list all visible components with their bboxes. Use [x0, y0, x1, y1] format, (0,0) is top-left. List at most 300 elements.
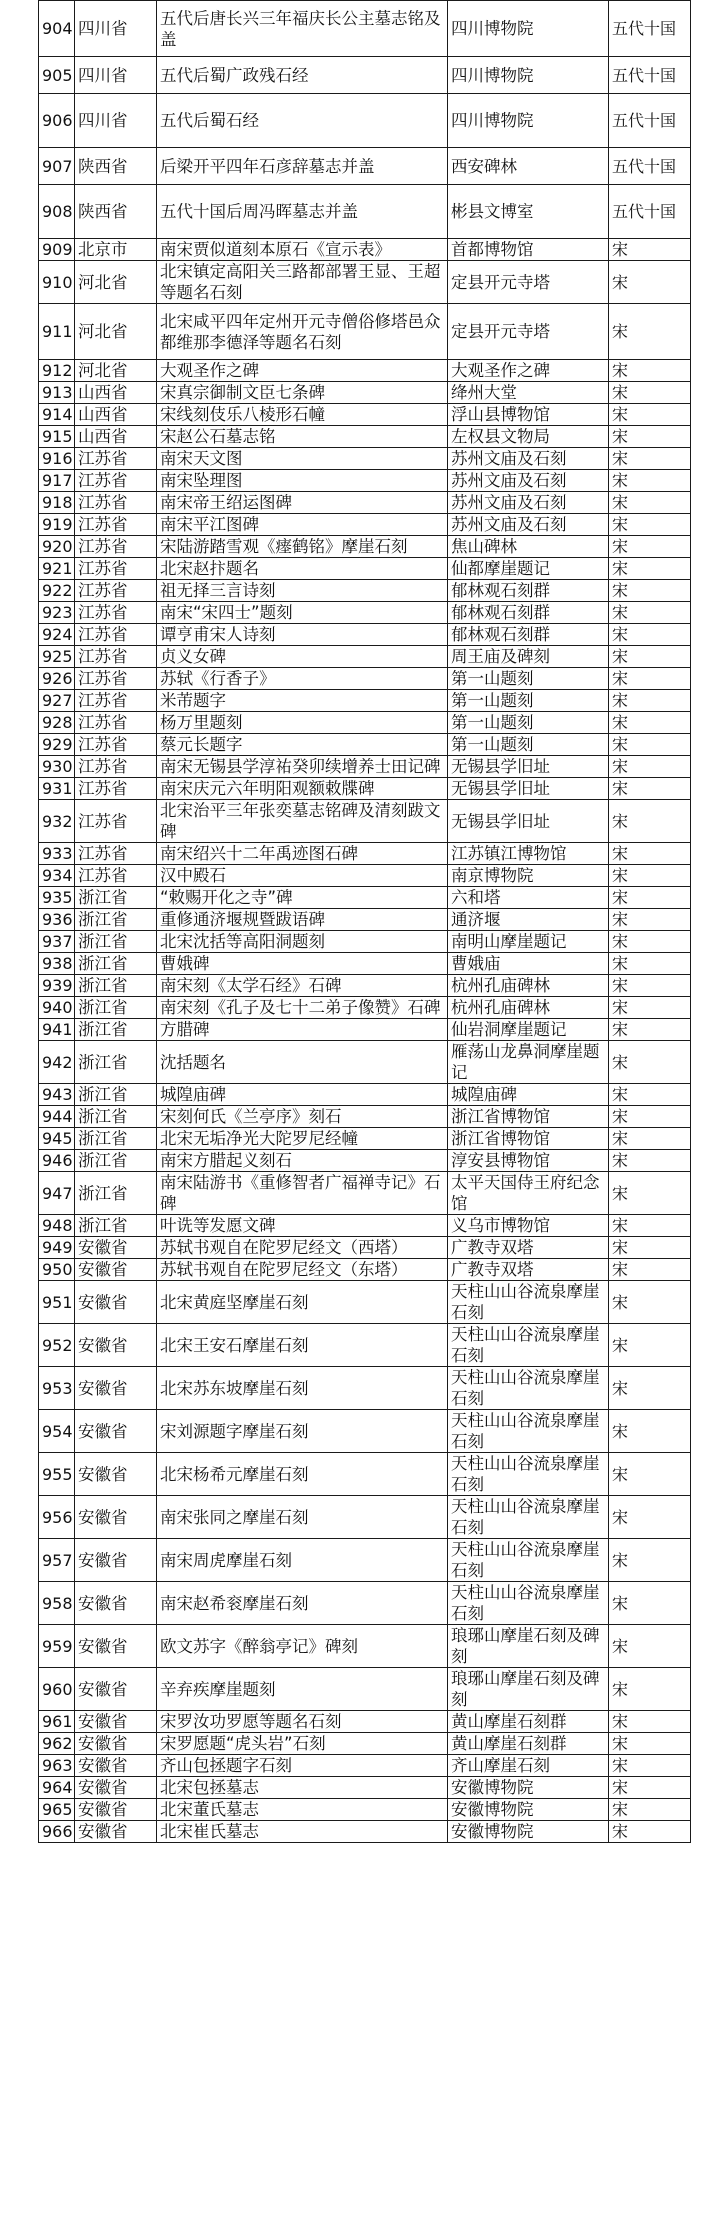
location-cell: 四川博物院	[448, 57, 609, 94]
location-cell: 琅琊山摩崖石刻及碑刻	[448, 1668, 609, 1711]
table-row	[39, 865, 691, 887]
row-number-cell: 961	[39, 1711, 75, 1733]
era-cell: 五代十国	[609, 148, 691, 185]
relic-name-cell: 五代后唐长兴三年福庆长公主墓志铭及盖	[157, 1, 448, 57]
location-cell: 南明山摩崖题记	[448, 931, 609, 953]
row-number-cell: 965	[39, 1799, 75, 1821]
era-cell: 宋	[609, 1084, 691, 1106]
location-cell: 天柱山山谷流泉摩崖石刻	[448, 1496, 609, 1539]
province-cell: 山西省	[75, 404, 157, 426]
relic-name-cell: 沈括题名	[157, 1041, 448, 1084]
province-cell: 安徽省	[75, 1625, 157, 1668]
relics-table	[38, 0, 691, 1843]
row-number-cell: 904	[39, 1, 75, 57]
province-cell: 江苏省	[75, 624, 157, 646]
location-cell: 天柱山山谷流泉摩崖石刻	[448, 1453, 609, 1496]
province-cell: 江苏省	[75, 492, 157, 514]
province-cell: 四川省	[75, 94, 157, 148]
table-row	[39, 646, 691, 668]
relic-name-cell: 南宋天文图	[157, 448, 448, 470]
location-cell: 郁林观石刻群	[448, 624, 609, 646]
province-cell: 浙江省	[75, 1041, 157, 1084]
relic-name-cell: 北宋崔氏墓志	[157, 1821, 448, 1843]
era-cell: 宋	[609, 382, 691, 404]
table-row	[39, 1625, 691, 1668]
province-cell: 安徽省	[75, 1259, 157, 1281]
table-row	[39, 404, 691, 426]
era-cell: 五代十国	[609, 94, 691, 148]
row-number-cell: 932	[39, 800, 75, 843]
location-cell: 浙江省博物馆	[448, 1128, 609, 1150]
era-cell: 宋	[609, 909, 691, 931]
location-cell: 首都博物馆	[448, 239, 609, 261]
table-row	[39, 887, 691, 909]
era-cell: 宋	[609, 1019, 691, 1041]
relic-name-cell: 五代后蜀广政残石经	[157, 57, 448, 94]
province-cell: 安徽省	[75, 1668, 157, 1711]
era-cell: 宋	[609, 1821, 691, 1843]
era-cell: 宋	[609, 304, 691, 360]
era-cell: 宋	[609, 668, 691, 690]
location-cell: 天柱山山谷流泉摩崖石刻	[448, 1539, 609, 1582]
location-cell: 义乌市博物馆	[448, 1215, 609, 1237]
era-cell: 宋	[609, 1777, 691, 1799]
era-cell: 宋	[609, 1711, 691, 1733]
location-cell: 安徽博物院	[448, 1777, 609, 1799]
province-cell: 浙江省	[75, 1172, 157, 1215]
location-cell: 黄山摩崖石刻群	[448, 1733, 609, 1755]
relic-name-cell: 北宋包拯墓志	[157, 1777, 448, 1799]
table-row	[39, 931, 691, 953]
table-row	[39, 1410, 691, 1453]
row-number-cell: 931	[39, 778, 75, 800]
row-number-cell: 941	[39, 1019, 75, 1041]
row-number-cell: 956	[39, 1496, 75, 1539]
table-row	[39, 1367, 691, 1410]
era-cell: 宋	[609, 646, 691, 668]
era-cell: 宋	[609, 1496, 691, 1539]
province-cell: 山西省	[75, 382, 157, 404]
row-number-cell: 919	[39, 514, 75, 536]
era-cell: 宋	[609, 1582, 691, 1625]
row-number-cell: 912	[39, 360, 75, 382]
location-cell: 西安碑林	[448, 148, 609, 185]
table-row	[39, 1150, 691, 1172]
relics-table-body	[39, 1, 691, 1843]
location-cell: 安徽博物院	[448, 1799, 609, 1821]
row-number-cell: 954	[39, 1410, 75, 1453]
relic-name-cell: 南宋刻《太学石经》石碑	[157, 975, 448, 997]
location-cell: 无锡县学旧址	[448, 800, 609, 843]
province-cell: 安徽省	[75, 1410, 157, 1453]
relic-name-cell: 大观圣作之碑	[157, 360, 448, 382]
table-row	[39, 261, 691, 304]
row-number-cell: 925	[39, 646, 75, 668]
table-row	[39, 1084, 691, 1106]
location-cell: 周王庙及碑刻	[448, 646, 609, 668]
table-row	[39, 602, 691, 624]
row-number-cell: 947	[39, 1172, 75, 1215]
table-row	[39, 1668, 691, 1711]
row-number-cell: 920	[39, 536, 75, 558]
row-number-cell: 934	[39, 865, 75, 887]
table-row	[39, 1259, 691, 1281]
province-cell: 陕西省	[75, 148, 157, 185]
table-row	[39, 1711, 691, 1733]
era-cell: 五代十国	[609, 57, 691, 94]
relic-name-cell: “敕赐开化之寺”碑	[157, 887, 448, 909]
relic-name-cell: 蔡元长题字	[157, 734, 448, 756]
province-cell: 江苏省	[75, 558, 157, 580]
relic-name-cell: 北宋无垢净光大陀罗尼经幢	[157, 1128, 448, 1150]
row-number-cell: 928	[39, 712, 75, 734]
table-row	[39, 304, 691, 360]
era-cell: 宋	[609, 404, 691, 426]
table-row	[39, 624, 691, 646]
row-number-cell: 921	[39, 558, 75, 580]
province-cell: 安徽省	[75, 1453, 157, 1496]
era-cell: 宋	[609, 492, 691, 514]
table-row	[39, 148, 691, 185]
province-cell: 安徽省	[75, 1281, 157, 1324]
table-row	[39, 1821, 691, 1843]
relic-name-cell: 南宋张同之摩崖石刻	[157, 1496, 448, 1539]
location-cell: 广教寺双塔	[448, 1259, 609, 1281]
relic-name-cell: 宋线刻伎乐八棱形石幢	[157, 404, 448, 426]
location-cell: 第一山题刻	[448, 668, 609, 690]
table-row	[39, 1, 691, 57]
province-cell: 河北省	[75, 304, 157, 360]
table-row	[39, 1582, 691, 1625]
province-cell: 安徽省	[75, 1582, 157, 1625]
relic-name-cell: 南宋赵希衮摩崖石刻	[157, 1582, 448, 1625]
location-cell: 雁荡山龙鼻洞摩崖题记	[448, 1041, 609, 1084]
relic-name-cell: 宋刻何氏《兰亭序》刻石	[157, 1106, 448, 1128]
relic-name-cell: 北宋镇定高阳关三路都部署王显、王超等题名石刻	[157, 261, 448, 304]
relic-name-cell: 城隍庙碑	[157, 1084, 448, 1106]
era-cell: 宋	[609, 1281, 691, 1324]
era-cell: 宋	[609, 690, 691, 712]
relic-name-cell: 南宋刻《孔子及七十二弟子像赞》石碑	[157, 997, 448, 1019]
province-cell: 安徽省	[75, 1799, 157, 1821]
row-number-cell: 951	[39, 1281, 75, 1324]
province-cell: 江苏省	[75, 580, 157, 602]
province-cell: 浙江省	[75, 1106, 157, 1128]
location-cell: 左权县文物局	[448, 426, 609, 448]
row-number-cell: 909	[39, 239, 75, 261]
location-cell: 无锡县学旧址	[448, 756, 609, 778]
row-number-cell: 907	[39, 148, 75, 185]
table-row	[39, 94, 691, 148]
relic-name-cell: 北宋赵抃题名	[157, 558, 448, 580]
table-row	[39, 1324, 691, 1367]
table-row	[39, 492, 691, 514]
relic-name-cell: 北宋咸平四年定州开元寺僧俗修塔邑众都维那李德泽等题名石刻	[157, 304, 448, 360]
table-row	[39, 953, 691, 975]
era-cell: 宋	[609, 1172, 691, 1215]
era-cell: 宋	[609, 1259, 691, 1281]
location-cell: 淳安县博物馆	[448, 1150, 609, 1172]
row-number-cell: 960	[39, 1668, 75, 1711]
row-number-cell: 939	[39, 975, 75, 997]
table-row	[39, 1172, 691, 1215]
relic-name-cell: 北宋沈括等高阳洞题刻	[157, 931, 448, 953]
row-number-cell: 948	[39, 1215, 75, 1237]
province-cell: 江苏省	[75, 865, 157, 887]
location-cell: 苏州文庙及石刻	[448, 448, 609, 470]
table-row	[39, 514, 691, 536]
table-row	[39, 448, 691, 470]
table-row	[39, 580, 691, 602]
province-cell: 浙江省	[75, 1084, 157, 1106]
relic-name-cell: 苏轼书观自在陀罗尼经文（东塔）	[157, 1259, 448, 1281]
row-number-cell: 915	[39, 426, 75, 448]
era-cell: 宋	[609, 800, 691, 843]
table-row	[39, 239, 691, 261]
province-cell: 浙江省	[75, 909, 157, 931]
row-number-cell: 933	[39, 843, 75, 865]
province-cell: 安徽省	[75, 1237, 157, 1259]
location-cell: 曹娥庙	[448, 953, 609, 975]
province-cell: 安徽省	[75, 1733, 157, 1755]
province-cell: 四川省	[75, 1, 157, 57]
relic-name-cell: 贞义女碑	[157, 646, 448, 668]
province-cell: 江苏省	[75, 843, 157, 865]
province-cell: 江苏省	[75, 712, 157, 734]
location-cell: 仙都摩崖题记	[448, 558, 609, 580]
row-number-cell: 922	[39, 580, 75, 602]
row-number-cell: 905	[39, 57, 75, 94]
row-number-cell: 935	[39, 887, 75, 909]
row-number-cell: 937	[39, 931, 75, 953]
table-row	[39, 536, 691, 558]
row-number-cell: 963	[39, 1755, 75, 1777]
province-cell: 江苏省	[75, 602, 157, 624]
province-cell: 江苏省	[75, 778, 157, 800]
province-cell: 江苏省	[75, 756, 157, 778]
row-number-cell: 944	[39, 1106, 75, 1128]
province-cell: 浙江省	[75, 1215, 157, 1237]
location-cell: 南京博物院	[448, 865, 609, 887]
relic-name-cell: 叶诜等发愿文碑	[157, 1215, 448, 1237]
row-number-cell: 924	[39, 624, 75, 646]
era-cell: 宋	[609, 778, 691, 800]
row-number-cell: 958	[39, 1582, 75, 1625]
era-cell: 宋	[609, 1410, 691, 1453]
era-cell: 宋	[609, 426, 691, 448]
row-number-cell: 950	[39, 1259, 75, 1281]
relic-name-cell: 北宋苏东坡摩崖石刻	[157, 1367, 448, 1410]
table-row	[39, 382, 691, 404]
province-cell: 浙江省	[75, 997, 157, 1019]
location-cell: 郁林观石刻群	[448, 602, 609, 624]
province-cell: 浙江省	[75, 953, 157, 975]
table-row	[39, 1215, 691, 1237]
relic-name-cell: 五代后蜀石经	[157, 94, 448, 148]
location-cell: 杭州孔庙碑林	[448, 997, 609, 1019]
relic-name-cell: 北宋杨希元摩崖石刻	[157, 1453, 448, 1496]
era-cell: 宋	[609, 470, 691, 492]
era-cell: 宋	[609, 558, 691, 580]
era-cell: 宋	[609, 448, 691, 470]
relic-name-cell: 重修通济堰规暨跋语碑	[157, 909, 448, 931]
relic-name-cell: 南宋“宋四士”题刻	[157, 602, 448, 624]
province-cell: 安徽省	[75, 1496, 157, 1539]
table-row	[39, 185, 691, 239]
table-row	[39, 1755, 691, 1777]
province-cell: 安徽省	[75, 1324, 157, 1367]
location-cell: 定县开元寺塔	[448, 304, 609, 360]
row-number-cell: 911	[39, 304, 75, 360]
relic-name-cell: 方腊碑	[157, 1019, 448, 1041]
province-cell: 江苏省	[75, 734, 157, 756]
relic-name-cell: 南宋庆元六年明阳观额敕牒碑	[157, 778, 448, 800]
relic-name-cell: 宋陆游踏雪观《瘗鹤铭》摩崖石刻	[157, 536, 448, 558]
era-cell: 宋	[609, 756, 691, 778]
province-cell: 江苏省	[75, 690, 157, 712]
table-row	[39, 975, 691, 997]
location-cell: 六和塔	[448, 887, 609, 909]
era-cell: 宋	[609, 1106, 691, 1128]
row-number-cell: 942	[39, 1041, 75, 1084]
relic-name-cell: 祖无择三言诗刻	[157, 580, 448, 602]
relic-name-cell: 宋真宗御制文臣七条碑	[157, 382, 448, 404]
row-number-cell: 946	[39, 1150, 75, 1172]
table-row	[39, 1733, 691, 1755]
location-cell: 第一山题刻	[448, 690, 609, 712]
row-number-cell: 923	[39, 602, 75, 624]
table-row	[39, 909, 691, 931]
era-cell: 宋	[609, 360, 691, 382]
relic-name-cell: 齐山包拯题字石刻	[157, 1755, 448, 1777]
location-cell: 浮山县博物馆	[448, 404, 609, 426]
row-number-cell: 929	[39, 734, 75, 756]
location-cell: 江苏镇江博物馆	[448, 843, 609, 865]
row-number-cell: 917	[39, 470, 75, 492]
era-cell: 宋	[609, 536, 691, 558]
location-cell: 安徽博物院	[448, 1821, 609, 1843]
relic-name-cell: 谭亨甫宋人诗刻	[157, 624, 448, 646]
table-row	[39, 778, 691, 800]
table-row	[39, 1496, 691, 1539]
location-cell: 通济堰	[448, 909, 609, 931]
table-row	[39, 756, 691, 778]
table-row	[39, 1777, 691, 1799]
era-cell: 宋	[609, 843, 691, 865]
table-row	[39, 57, 691, 94]
province-cell: 江苏省	[75, 668, 157, 690]
province-cell: 江苏省	[75, 514, 157, 536]
table-row	[39, 1281, 691, 1324]
location-cell: 天柱山山谷流泉摩崖石刻	[448, 1582, 609, 1625]
relic-name-cell: 南宋方腊起义刻石	[157, 1150, 448, 1172]
era-cell: 宋	[609, 1733, 691, 1755]
location-cell: 苏州文庙及石刻	[448, 470, 609, 492]
province-cell: 浙江省	[75, 1019, 157, 1041]
location-cell: 杭州孔庙碑林	[448, 975, 609, 997]
location-cell: 浙江省博物馆	[448, 1106, 609, 1128]
relic-name-cell: 南宋无锡县学淳祐癸卯续增养士田记碑	[157, 756, 448, 778]
location-cell: 广教寺双塔	[448, 1237, 609, 1259]
era-cell: 宋	[609, 624, 691, 646]
relic-name-cell: 南宋帝王绍运图碑	[157, 492, 448, 514]
relic-name-cell: 杨万里题刻	[157, 712, 448, 734]
era-cell: 宋	[609, 865, 691, 887]
location-cell: 天柱山山谷流泉摩崖石刻	[448, 1324, 609, 1367]
province-cell: 山西省	[75, 426, 157, 448]
row-number-cell: 955	[39, 1453, 75, 1496]
location-cell: 太平天国侍王府纪念馆	[448, 1172, 609, 1215]
table-row	[39, 1453, 691, 1496]
row-number-cell: 943	[39, 1084, 75, 1106]
relic-name-cell: 后梁开平四年石彦辞墓志并盖	[157, 148, 448, 185]
relic-name-cell: 宋刘源题字摩崖石刻	[157, 1410, 448, 1453]
relic-name-cell: 宋罗愿题“虎头岩”石刻	[157, 1733, 448, 1755]
location-cell: 彬县文博室	[448, 185, 609, 239]
era-cell: 宋	[609, 712, 691, 734]
row-number-cell: 908	[39, 185, 75, 239]
location-cell: 天柱山山谷流泉摩崖石刻	[448, 1281, 609, 1324]
location-cell: 城隍庙碑	[448, 1084, 609, 1106]
relic-name-cell: 南宋陆游书《重修智者广福禅寺记》石碑	[157, 1172, 448, 1215]
era-cell: 宋	[609, 1755, 691, 1777]
era-cell: 宋	[609, 931, 691, 953]
era-cell: 宋	[609, 514, 691, 536]
relic-name-cell: 欧文苏字《醉翁亭记》碑刻	[157, 1625, 448, 1668]
row-number-cell: 914	[39, 404, 75, 426]
era-cell: 宋	[609, 1453, 691, 1496]
table-row	[39, 668, 691, 690]
relic-name-cell: 北宋王安石摩崖石刻	[157, 1324, 448, 1367]
era-cell: 五代十国	[609, 185, 691, 239]
province-cell: 安徽省	[75, 1755, 157, 1777]
location-cell: 苏州文庙及石刻	[448, 492, 609, 514]
relic-name-cell: 北宋董氏墓志	[157, 1799, 448, 1821]
relic-name-cell: 宋赵公石墓志铭	[157, 426, 448, 448]
era-cell: 宋	[609, 1324, 691, 1367]
province-cell: 安徽省	[75, 1777, 157, 1799]
province-cell: 浙江省	[75, 1128, 157, 1150]
era-cell: 宋	[609, 1041, 691, 1084]
location-cell: 仙岩洞摩崖题记	[448, 1019, 609, 1041]
table-row	[39, 997, 691, 1019]
relic-name-cell: 苏轼《行香子》	[157, 668, 448, 690]
province-cell: 浙江省	[75, 1150, 157, 1172]
row-number-cell: 927	[39, 690, 75, 712]
province-cell: 浙江省	[75, 887, 157, 909]
table-row	[39, 1539, 691, 1582]
table-row	[39, 470, 691, 492]
era-cell: 宋	[609, 1237, 691, 1259]
table-row	[39, 1799, 691, 1821]
relic-name-cell: 南宋坠理图	[157, 470, 448, 492]
row-number-cell: 936	[39, 909, 75, 931]
row-number-cell: 940	[39, 997, 75, 1019]
province-cell: 浙江省	[75, 931, 157, 953]
row-number-cell: 952	[39, 1324, 75, 1367]
location-cell: 四川博物院	[448, 1, 609, 57]
row-number-cell: 945	[39, 1128, 75, 1150]
table-row	[39, 1128, 691, 1150]
row-number-cell: 916	[39, 448, 75, 470]
location-cell: 天柱山山谷流泉摩崖石刻	[448, 1367, 609, 1410]
era-cell: 宋	[609, 1799, 691, 1821]
table-row	[39, 1019, 691, 1041]
relic-name-cell: 汉中殿石	[157, 865, 448, 887]
era-cell: 宋	[609, 1128, 691, 1150]
row-number-cell: 959	[39, 1625, 75, 1668]
location-cell: 定县开元寺塔	[448, 261, 609, 304]
